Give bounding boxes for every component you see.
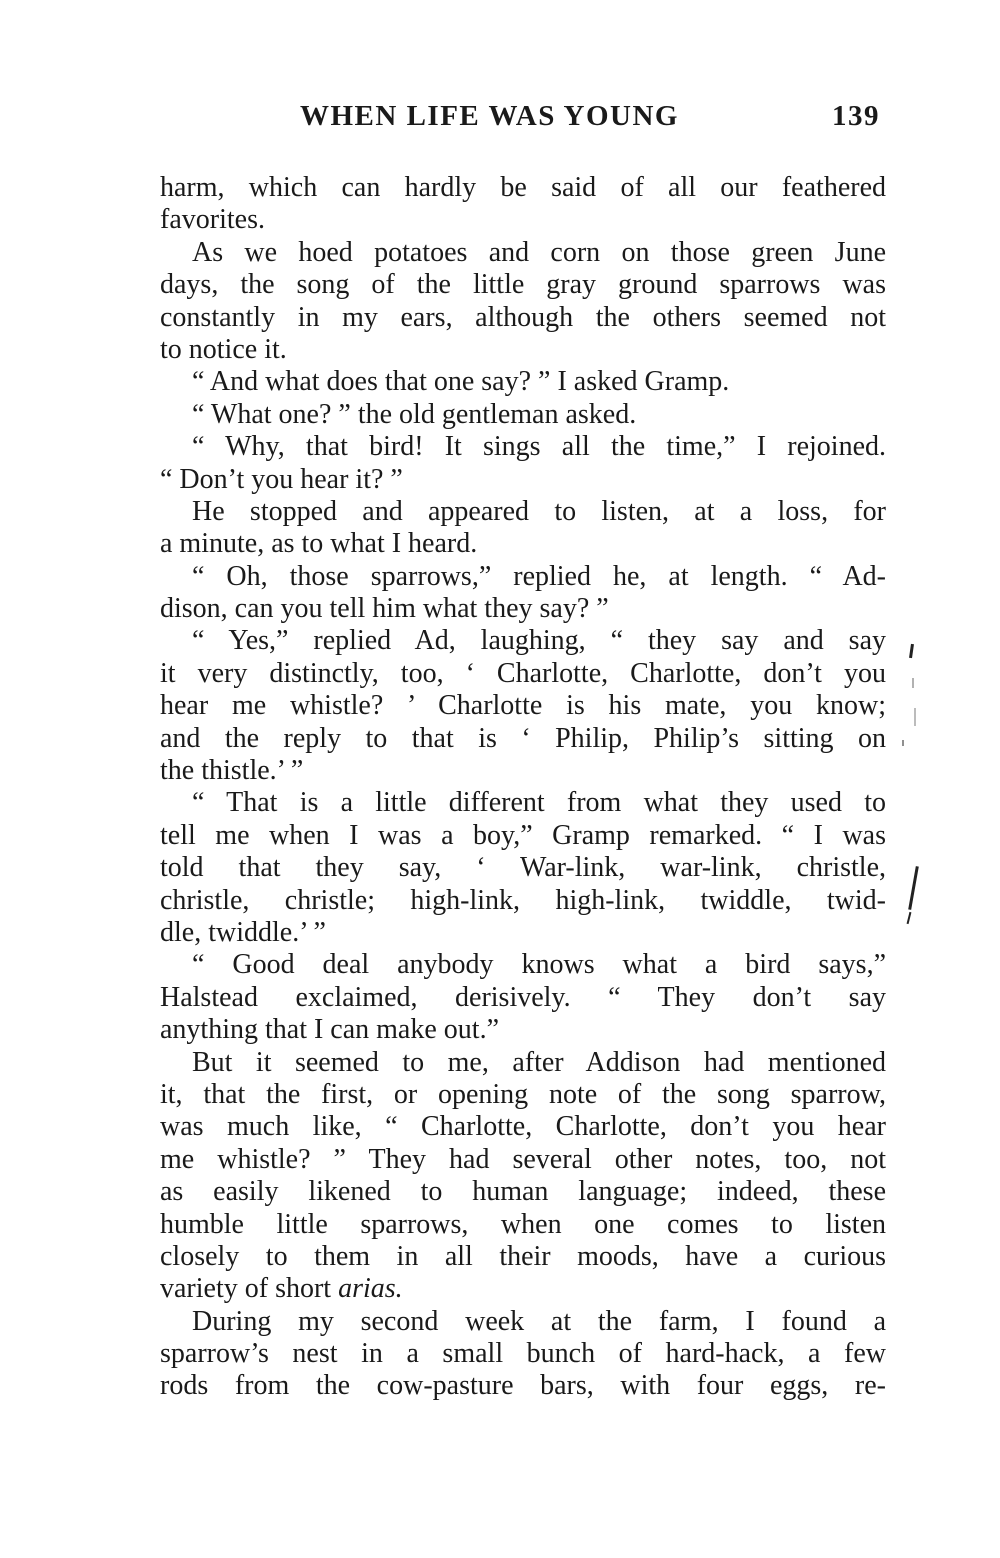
text-line: “ Yes,” replied Ad, laughing, “ they say and say	[192, 625, 886, 657]
running-title: WHEN LIFE WAS YOUNG	[300, 100, 679, 132]
text-line	[160, 1273, 886, 1305]
text-line: He stopped and appeared to listen, at a loss, for	[192, 495, 886, 527]
text-line: a minute, as to what I heard.	[160, 528, 478, 560]
text-line: “ Good deal anybody knows what a bird says,”	[192, 949, 886, 981]
text-line: me whistle? ” They had several other notes, too, not	[160, 1143, 886, 1175]
text-line: “ Why, that bird! It sings all the time,” I rejoined.	[192, 431, 886, 463]
text-line: as easily likened to human language; indeed, these	[160, 1176, 886, 1208]
text-line: days, the song of the little gray ground sparrows was	[160, 269, 886, 301]
text-line: to notice it.	[160, 333, 287, 365]
text-line: anything that I can make out.”	[160, 1014, 499, 1046]
text-line-run: variety of short	[160, 1273, 339, 1305]
text-line: “ What one? ” the old gentleman asked.	[192, 398, 637, 430]
text-line: Halstead exclaimed, derisively. “ They don’t say	[160, 981, 886, 1013]
text-line: During my second week at the farm, I found a	[192, 1305, 886, 1337]
margin-pencil-marks	[896, 630, 936, 950]
text-line: “ Oh, those sparrows,” replied he, at length. “ Ad-	[192, 560, 886, 592]
text-line: the thistle.’ ”	[160, 755, 304, 787]
text-line: told that they say, ‘ War-link, war-link, christle,	[160, 852, 886, 884]
text-line: tell me when I was a boy,” Gramp remarked. “ I was	[160, 819, 886, 851]
text-line: As we hoed potatoes and corn on those green June	[192, 236, 886, 268]
text-line: dle, twiddle.’ ”	[160, 916, 326, 948]
text-line: hear me whistle? ’ Charlotte is his mate, you know;	[160, 690, 886, 722]
text-line: closely to them in all their moods, have a curious	[160, 1240, 886, 1272]
text-line: it very distinctly, too, ‘ Charlotte, Charlotte, don’t you	[160, 657, 886, 689]
text-line: But it seemed to me, after Addison had mentioned	[192, 1046, 886, 1078]
text-line: harm, which can hardly be said of all our feathered	[160, 172, 886, 203]
text-line: “ And what does that one say? ” I asked Gramp.	[192, 366, 730, 398]
text-line: rods from the cow-pasture bars, with four eggs, re-	[160, 1370, 886, 1402]
text-line: dison, can you tell him what they say? ”	[160, 593, 609, 625]
running-head	[300, 100, 880, 144]
text-line: “ That is a little different from what they used to	[192, 787, 886, 819]
text-line: favorites.	[160, 204, 265, 236]
text-line: christle, christle; high-link, high-link, twiddle, twid-	[160, 884, 886, 916]
text-line: it, that the first, or opening note of the song sparrow,	[160, 1078, 886, 1110]
text-line: and the reply to that is ‘ Philip, Philip’s sitting on	[160, 722, 886, 754]
text-line: sparrow’s nest in a small bunch of hard-hack, a few	[160, 1338, 886, 1370]
italic-word: arias.	[338, 1273, 403, 1305]
text-line: humble little sparrows, when one comes to listen	[160, 1208, 886, 1240]
text-line: constantly in my ears, although the others seemed not	[160, 301, 886, 333]
body-text	[160, 172, 886, 1403]
text-line: “ Don’t you hear it? ”	[160, 463, 403, 495]
page-number: 139	[832, 100, 880, 132]
text-line: was much like, “ Charlotte, Charlotte, don’t you hear	[160, 1111, 886, 1143]
